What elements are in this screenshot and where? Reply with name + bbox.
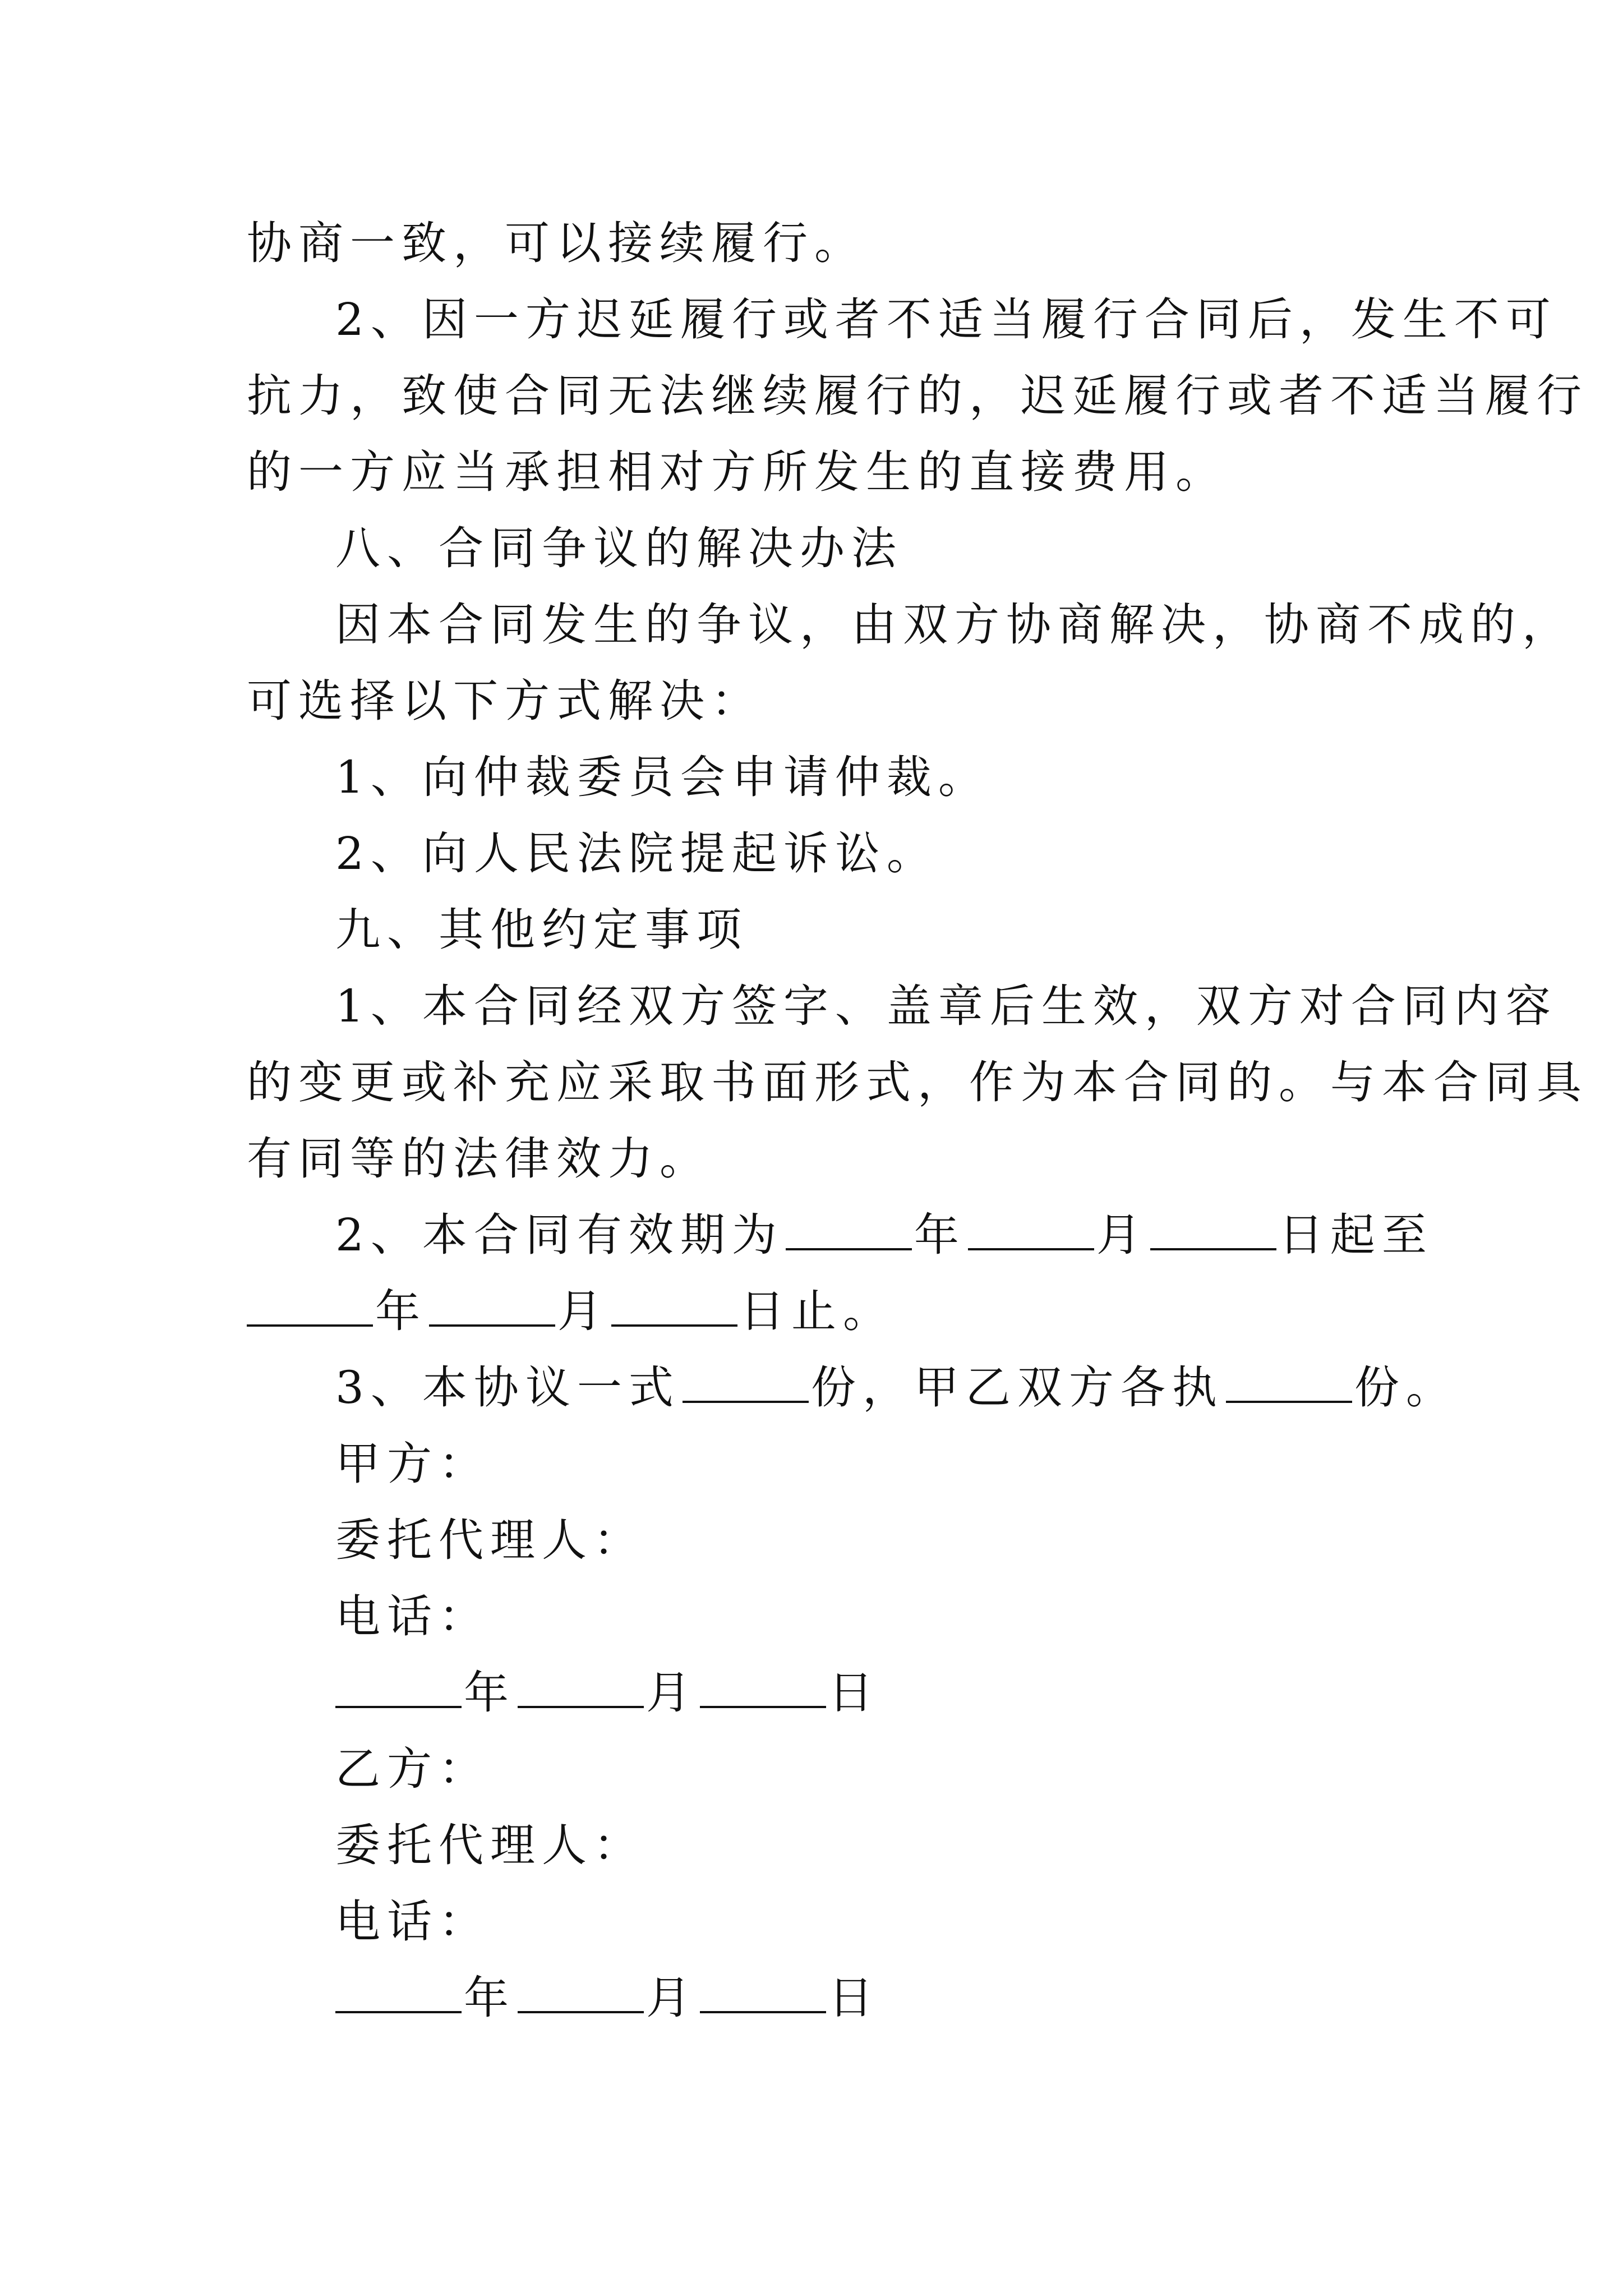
validity-line-end: [247, 1272, 1391, 1351]
blank-field: [700, 1667, 826, 1708]
party-b-agent: 委托代理人：: [335, 1819, 645, 1871]
month-label: 月: [557, 1285, 609, 1337]
blank-field: [611, 1285, 737, 1327]
text-line: 2、向人民法院提起诉讼。: [335, 827, 938, 880]
blank-field: [335, 1667, 462, 1708]
month-label: 月: [646, 1972, 698, 2024]
text-line: 因本合同发生的争议，由双方协商解决，协商不成的，: [335, 599, 1574, 651]
party-b-label: 乙方：: [335, 1743, 490, 1795]
day-label: 日: [828, 1667, 880, 1719]
text-line: 1、向仲裁委员会申请仲裁。: [335, 751, 990, 803]
to-day-label: 日止。: [740, 1285, 895, 1337]
blank-field: [429, 1285, 555, 1327]
blank-field: [518, 1972, 644, 2013]
copies-suffix: 份。: [1354, 1361, 1458, 1414]
month-label: 月: [1096, 1209, 1148, 1261]
copies-middle: 份，甲乙双方各执: [810, 1361, 1224, 1414]
party-a-phone: 电话：: [335, 1590, 490, 1642]
blank-field: [786, 1209, 912, 1250]
validity-prefix: 2、本合同有效期为: [335, 1209, 783, 1261]
section-heading: 九、其他约定事项: [335, 904, 748, 956]
text-line: 协商一致，可以接续履行。: [247, 217, 866, 269]
year-label: 年: [464, 1972, 515, 2024]
text-line: 可选择以下方式解决：: [247, 675, 763, 727]
year-label: 年: [914, 1209, 966, 1261]
blank-field: [1226, 1361, 1352, 1403]
copies-prefix: 3、本协议一式: [335, 1361, 680, 1414]
text-line: 抗力，致使合同无法继续履行的，迟延履行或者不适当履行: [247, 370, 1588, 422]
blank-field: [518, 1667, 644, 1708]
party-a-date: [335, 1654, 1479, 1732]
month-label: 月: [646, 1667, 698, 1719]
text-line: 的变更或补充应采取书面形式，作为本合同的。与本合同具: [247, 1056, 1588, 1108]
section-heading: 八、合同争议的解决办法: [335, 522, 903, 574]
text-line: 的一方应当承担相对方所发生的直接费用。: [247, 446, 1227, 498]
text-line: 有同等的法律效力。: [247, 1133, 711, 1185]
blank-field: [700, 1972, 826, 2013]
text-line: 1、本合同经双方签字、盖章后生效，双方对合同内容: [335, 980, 1557, 1032]
blank-field: [335, 1972, 462, 2013]
blank-field: [968, 1209, 1094, 1250]
day-label: 日: [828, 1972, 880, 2024]
from-day-label: 日起至: [1278, 1209, 1433, 1261]
blank-field: [247, 1285, 373, 1327]
party-a-agent: 委托代理人：: [335, 1514, 645, 1566]
party-b-phone: 电话：: [335, 1895, 490, 1948]
year-label: 年: [375, 1285, 427, 1337]
validity-line: [335, 1196, 1479, 1274]
blank-field: [1150, 1209, 1276, 1250]
party-a-label: 甲方：: [335, 1438, 490, 1490]
party-b-date: [335, 1959, 1479, 2037]
blank-field: [683, 1361, 809, 1403]
year-label: 年: [464, 1667, 515, 1719]
copies-line: [335, 1349, 1479, 1427]
text-line: 2、因一方迟延履行或者不适当履行合同后，发生不可: [335, 293, 1557, 346]
